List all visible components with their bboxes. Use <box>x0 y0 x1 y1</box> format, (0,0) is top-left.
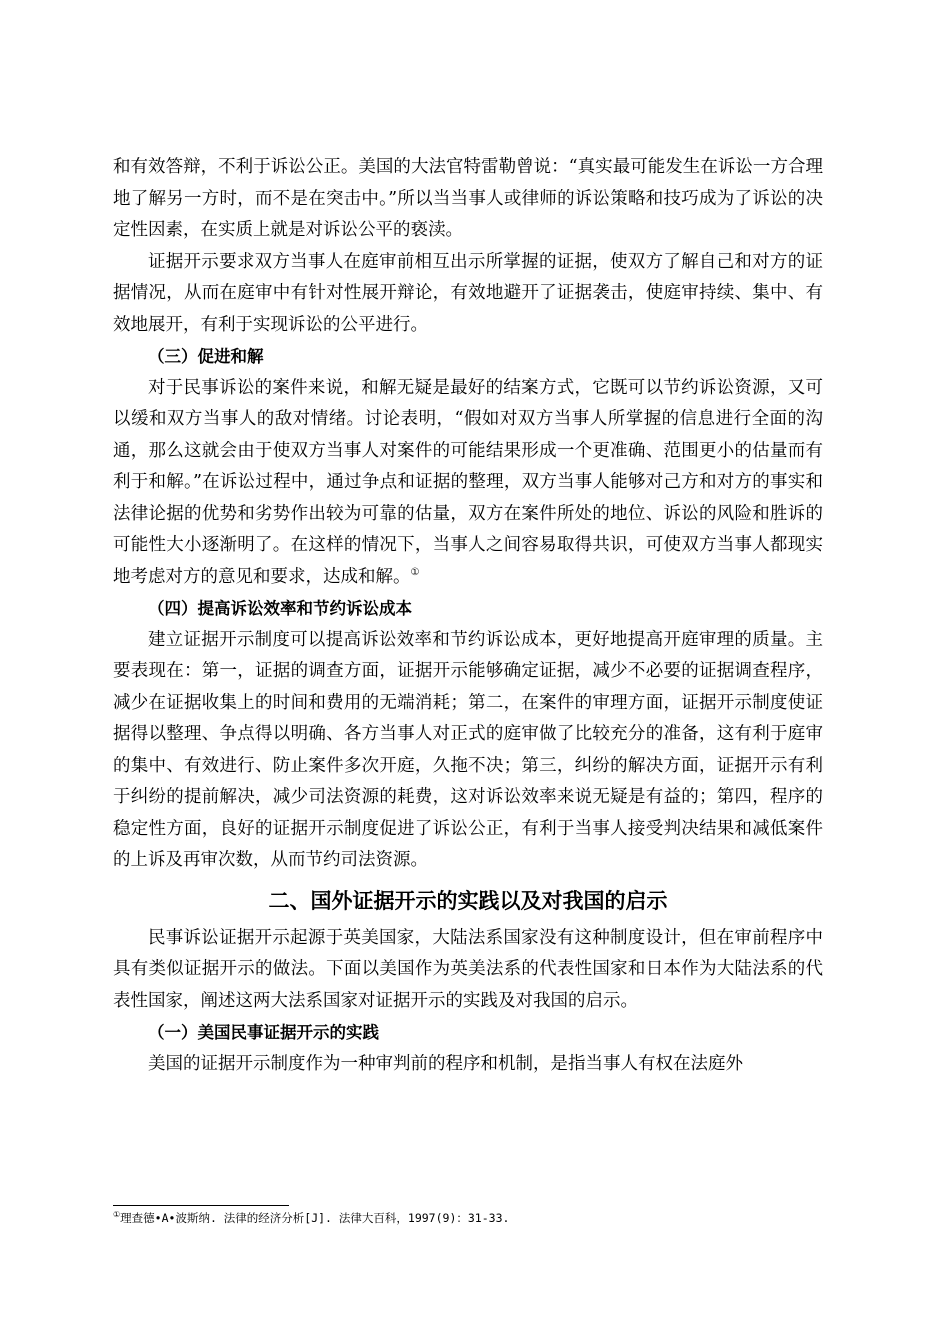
footnote-text: 理查德•A•波斯纳. 法律的经济分析[J]. 法律大百科，1997(9)：31-33. <box>120 1211 510 1225</box>
paragraph: 证据开示要求双方当事人在庭审前相互出示所掌握的证据，使双方了解自己和对方的证据情况，从而在庭审中有针对性展开辩论，有效地避开了证据袭击，使庭审持续、集中、有效地展开，有利于实现诉讼的公平进行。 <box>113 251 823 335</box>
document-body <box>113 152 823 1080</box>
footnote-reference[interactable]: ① <box>410 566 420 578</box>
footnote-mark: ① <box>113 1210 121 1220</box>
paragraph: 民事诉讼证据开示起源于英美国家，大陆法系国家没有这种制度设计，但在审前程序中具有类似证据开示的做法。下面以美国作为英美法系的代表性国家和日本作为大陆法系的代表性国家，阐述这两大法系国家对证据开示的实践及对我国的启示。 <box>113 927 823 1011</box>
paragraph-text: 对于民事诉讼的案件来说，和解无疑是最好的结案方式，它既可以节约诉讼资源，又可以缓和双方当事人的敌对情绪。讨论表明，“假如对双方当事人所掌握的信息进行全面的沟通，那么这就会由于使双方当事人对案件的可能结果形成一个更准确、范围更小的估量而有利于和解。”在诉讼过程中，通过争点和证据的整理，双方当事人能够对己方和对方的事实和法律论据的优势和劣势作出较为可靠的估量，双方在案件所处的地位、诉讼的风险和胜诉的可能性大小逐渐明了。在这样的情况下，当事人之间容易取得共识，可使双方当事人都现实地考虑对方的意见和要求，达成和解。 <box>113 377 823 587</box>
subheading-promote-settlement: （三）促进和解 <box>148 347 264 366</box>
paragraph: 美国的证据开示制度作为一种审判前的程序和机制，是指当事人有权在法庭外 <box>148 1053 743 1074</box>
paragraph: 建立证据开示制度可以提高诉讼效率和节约诉讼成本，更好地提高开庭审理的质量。主要表现在：第一，证据的调查方面，证据开示能够确定证据，减少不必要的证据调查程序，减少在证据收集上的时间和费用的无端消耗；第二，在案件的审理方面，证据开示制度使证据得以整理、争点得以明确、各方当事人对正式的庭审做了比较充分的准备，这有利于庭审的集中、有效进行、防止案件多次开庭，久拖不决；第三，纠纷的解决方面，证据开示有利于纠纷的提前解决，减少司法资源的耗费，这对诉讼效率来说无疑是有益的；第四，程序的稳定性方面，良好的证据开示制度促进了诉讼公正，有利于当事人接受判决结果和减低案件的上诉及再审次数，从而节约司法资源。 <box>113 629 823 870</box>
paragraph <box>113 373 823 594</box>
subheading-us-practice: （一）美国民事证据开示的实践 <box>148 1023 379 1042</box>
footnote <box>113 1210 823 1226</box>
section-title: 二、国外证据开示的实践以及对我国的启示 <box>268 888 668 913</box>
footnote-divider <box>113 1205 289 1206</box>
subheading-efficiency: （四）提高诉讼效率和节约诉讼成本 <box>148 599 412 618</box>
paragraph: 和有效答辩，不利于诉讼公正。美国的大法官特雷勒曾说：“真实最可能发生在诉讼一方合理地了解另一方时，而不是在突击中。”所以当当事人或律师的诉讼策略和技巧成为了诉讼的决定性因素，在实质上就是对诉讼公平的亵渎。 <box>113 157 823 240</box>
